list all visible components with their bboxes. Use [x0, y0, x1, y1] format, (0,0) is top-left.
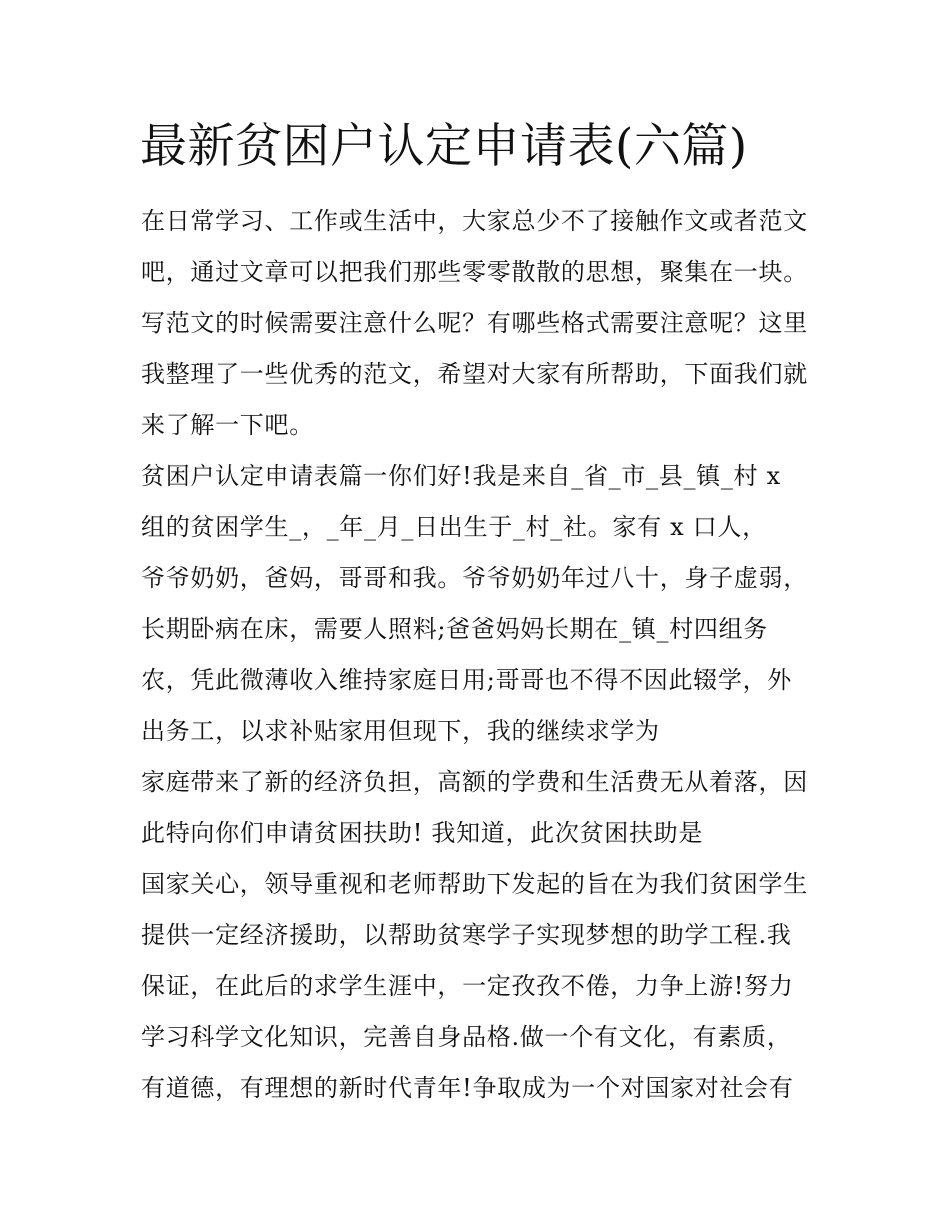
text-line: 爷爷奶奶，爸妈，哥哥和我。爷爷奶奶年过八十，身子虚弱，: [141, 564, 808, 592]
text-line: 吧，通过文章可以把我们那些零零散散的思想，聚集在一块。: [141, 258, 808, 286]
text-line: 贫困户认定申请表篇一你们好!我是来自_省_市_县_镇_村 x: [141, 462, 781, 490]
text-line: 有道德，有理想的新时代青年!争取成为一个对国家对社会有: [141, 1074, 794, 1102]
document-body: [141, 196, 841, 1114]
text-line: 提供一定经济援助，以帮助贫寒学子实现梦想的助学工程.我: [141, 921, 792, 949]
text-line: 写范文的时候需要注意什么呢？有哪些格式需要注意呢？这里: [141, 309, 808, 337]
text-line: 保证，在此后的求学生涯中，一定孜孜不倦，力争上游!努力: [141, 972, 794, 1000]
text-line: 在日常学习、工作或生活中，大家总少不了接触作文或者范文: [141, 207, 808, 235]
text-line: 农，凭此微薄收入维持家庭日用;哥哥也不得不因此辍学，外: [141, 666, 792, 694]
text-line: 来了解一下吧。: [141, 411, 314, 439]
text-line: 家庭带来了新的经济负担，高额的学费和生活费无从着落，因: [141, 768, 808, 796]
text-line: 此特向你们申请贫困扶助! 我知道，此次贫困扶助是: [141, 819, 704, 847]
text-line: 长期卧病在床，需要人照料;爸爸妈妈长期在_镇_村四组务: [141, 615, 768, 643]
text-line: 我整理了一些优秀的范文，希望对大家有所帮助，下面我们就: [141, 360, 808, 388]
text-line: 学习科学文化知识，完善自身品格.做一个有文化，有素质，: [141, 1023, 792, 1051]
text-line: 出务工，以求补贴家用但现下，我的继续求学为: [141, 717, 660, 745]
text-line: 组的贫困学生_，_年_月_日出生于_村_社。家有 x 口人，: [141, 513, 767, 541]
document-title: 最新贫困户认定申请表(六篇): [140, 119, 748, 174]
text-line: 国家关心，领导重视和老师帮助下发起的旨在为我们贫困学生: [141, 870, 808, 898]
